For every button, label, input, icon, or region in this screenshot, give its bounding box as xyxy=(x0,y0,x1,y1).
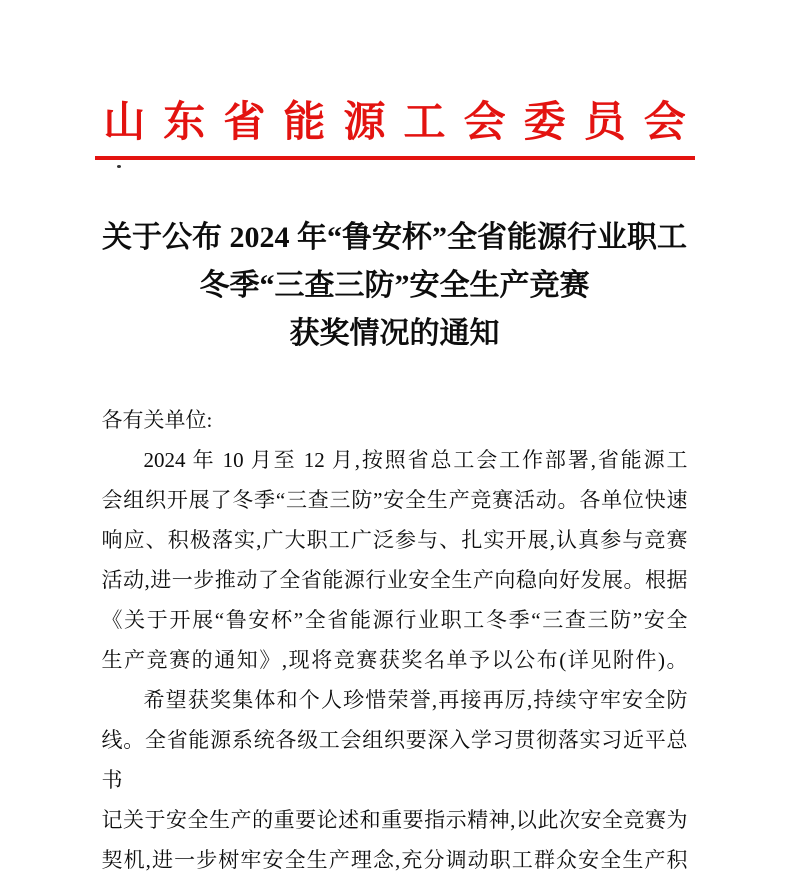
body-line-5: 《关于开展“鲁安杯”全省能源行业职工冬季“三查三防”安全 xyxy=(101,608,688,633)
body-line-7: 希望获奖集体和个人珍惜荣誉,再接再厉,持续守牢安全防 xyxy=(143,688,688,713)
letterhead-org-name: 山东省能源工会委员会 xyxy=(103,100,704,146)
letterhead xyxy=(0,0,789,160)
salutation: 各有关单位: xyxy=(101,408,213,433)
body-line-9: 记关于安全生产的重要论述和重要指示精神,以此次安全竞赛为 xyxy=(101,808,688,833)
body-line-6: 生产竞赛的通知》,现将竞赛获奖名单予以公布(详见附件)。 xyxy=(101,648,688,673)
letterhead-underline xyxy=(95,156,695,160)
body-line-10: 契机,进一步树牢安全生产理念,充分调动职工群众安全生产积 xyxy=(101,848,688,873)
title-line-3: 获奖情况的通知 xyxy=(289,317,500,351)
document-title xyxy=(0,214,789,358)
body-line-2: 会组织开展了冬季“三查三防”安全生产竞赛活动。各单位快速 xyxy=(101,488,688,513)
body-line-1: 2024 年 10 月至 12 月,按照省总工会工作部署,省能源工 xyxy=(143,448,688,473)
document-body xyxy=(102,400,688,880)
body-line-3: 响应、积极落实,广大职工广泛参与、扎实开展,认真参与竞赛 xyxy=(101,528,688,553)
body-line-8: 线。全省能源系统各级工会组织要深入学习贯彻落实习近平总书 xyxy=(101,728,688,793)
scan-speck xyxy=(117,165,121,168)
title-line-2: 冬季“三查三防”安全生产竞赛 xyxy=(199,269,590,303)
body-line-4: 活动,进一步推动了全省能源行业安全生产向稳向好发展。根据 xyxy=(101,568,688,593)
title-line-1: 关于公布 2024 年“鲁安杯”全省能源行业职工 xyxy=(102,221,687,255)
